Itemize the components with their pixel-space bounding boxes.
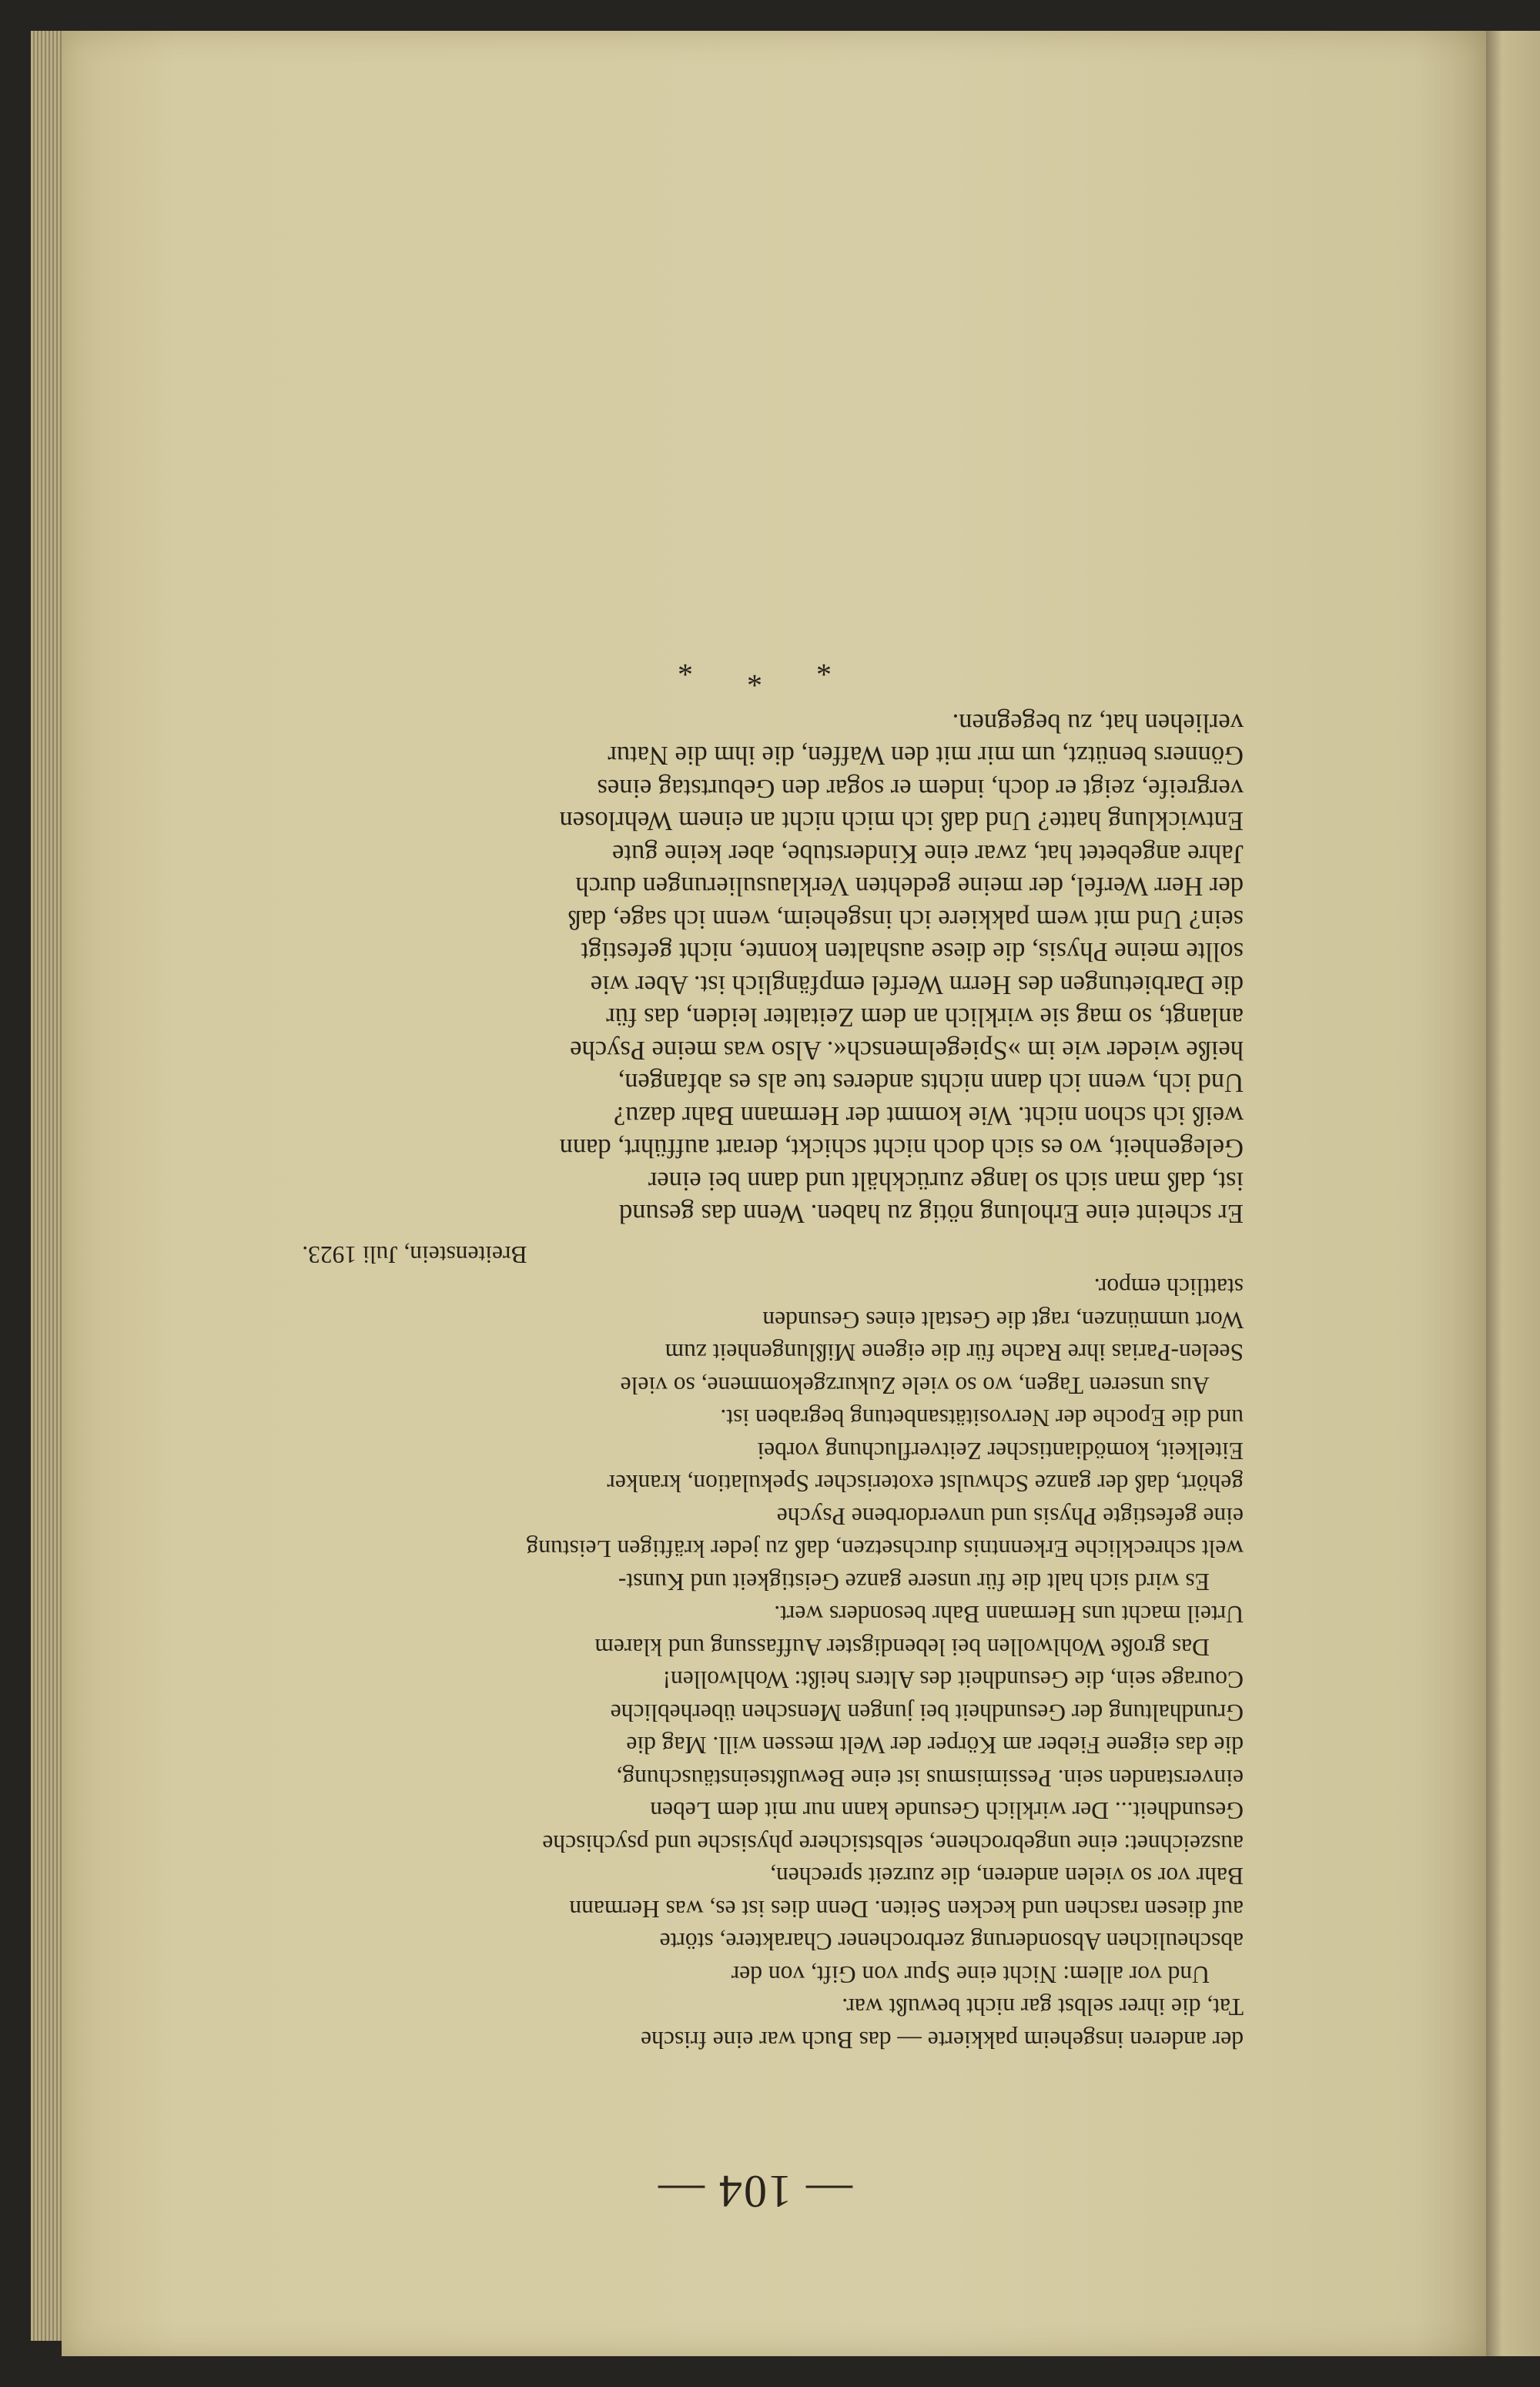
section-separator [266,647,1244,695]
text-line: Aus unseren Tagen, wo so viele Zukurzgekommene, so viele [620,1372,1210,1399]
text-line: einverstanden sein. Pessimismus ist eine Bewußtseinstäuschung, [616,1765,1244,1792]
text-line: Gönners benützt, um mir mit den Waffen, die ihm die Natur [608,741,1244,771]
separator-star: * [747,659,762,695]
text-line: stattlich empor. [1093,1274,1244,1301]
text-line: Wort ummünzen, ragt die Gestalt eines Gesunden [762,1307,1244,1334]
text-line: Tat, die ihrer selbst gar nicht bewußt war. [842,1994,1244,2021]
text-line: weiß ich schon nicht. Wie kommt der Hermann Bahr dazu? [613,1101,1244,1130]
text-line: die Darbietungen des Herrn Werfel empfänglich ist. Aber wie [590,970,1244,999]
body-text [266,647,1244,2057]
text-line: Das große Wohlwollen bei lebendigster Auffassung und klarem [594,1634,1210,1661]
text-line: der anderen insgeheim pakkierte — das Buch war eine frische [641,2027,1244,2054]
text-line: eine gefestigte Physis und unverdorbene Psyche [776,1503,1244,1530]
text-line: und die Epoche der Nervositätsanbetung begraben ist. [720,1404,1244,1432]
text-line: anlangt, so mag sie wirklich an dem Zeitalter leiden, das für [606,1003,1244,1033]
text-line: Courage sein, die Gesundheit des Alters heißt: Wohlwollen! [662,1666,1244,1694]
separator-star: * [816,648,832,684]
text-line: Urteil macht uns Hermann Bahr besonders wert. [774,1601,1244,1629]
text-line: Grundhaltung der Gesundheit bei jungen Menschen überhebliche [610,1699,1244,1726]
separator-star: * [678,648,693,684]
text-line: Und vor allem: Nicht eine Spur von Gift, von der [731,1961,1210,1988]
small-print-section [266,1238,1244,2057]
text-line: Jahre angebetet hat, zwar eine Kinderstube, aber keine gute [612,839,1244,869]
text-line: Bahr vor so vielen anderen, die zurzeit sprechen, [770,1863,1244,1890]
text-line: gehört, daß der ganze Schwulst exoterischer Spekulation, kranker [607,1470,1244,1498]
text-line: heiße wieder wie im »Spiegelmensch«. Also was meine Psyche [570,1036,1244,1065]
text-line: Entwicklung hatte? Und daß ich mich nicht an einem Wehrlosen [559,806,1244,836]
main-text-section [266,707,1244,1230]
text-line: verliehen hat, zu begegnen. [952,708,1244,738]
text-line: Gelegenheit, wo es sich doch nicht schickt, derart aufführt, dann [559,1133,1244,1163]
page-number: — 104 — [657,2166,852,2217]
text-line: welt schreckliche Erkenntnis durchsetzen, daß zu jeder kräftigen Leistung [526,1535,1244,1563]
text-line: auszeichnet: eine ungebrochene, selbstsichere physische und psychische [542,1830,1244,1857]
text-line: auf diesen raschen und kecken Seiten. Denn dies ist es, was Hermann [569,1896,1244,1923]
text-line: ist, daß man sich so lange zurückhält und dann bei einer [648,1167,1244,1196]
text-line: sollte meine Physis, die diese aushalten konnte, nicht gefestigt [581,937,1244,967]
text-line: abscheulichen Absonderung zerbrochener Charaktere, störte [659,1928,1244,1956]
text-line: Er scheint eine Erholung nötig zu haben. Wenn das gesund [619,1199,1244,1229]
text-line: der Herr Werfel, der meine gedehten Verklausulierungen durch [575,872,1244,902]
text-line: vergreife, zeigt er doch, indem er sogar den Geburtstag eines [597,774,1244,803]
text-line: Es wird sich halt die für unsere ganze Geistigkeit und Kunst- [618,1568,1210,1595]
text-line: Eitelkeit, komödiantischer Zeitverfluchung vorbei [757,1438,1244,1465]
text-line: die das eigene Fieber am Körper der Welt messen will. Mag die [626,1732,1244,1759]
text-line: Gesundheit... Der wirklich Gesunde kann nur mit dem Leben [650,1797,1244,1825]
signature-line: Breitenstein, Juli 1923. [302,1241,527,1268]
text-line: Seelen-Parias ihre Rache für die eigene Mißlungenheit zum [665,1339,1244,1367]
text-line: Und ich, wenn ich dann nichts anderes tue als es abfangen, [618,1068,1244,1098]
text-line: sein? Und mit wem pakkiere ich insgeheim, wenn ich sage, daß [567,905,1244,934]
